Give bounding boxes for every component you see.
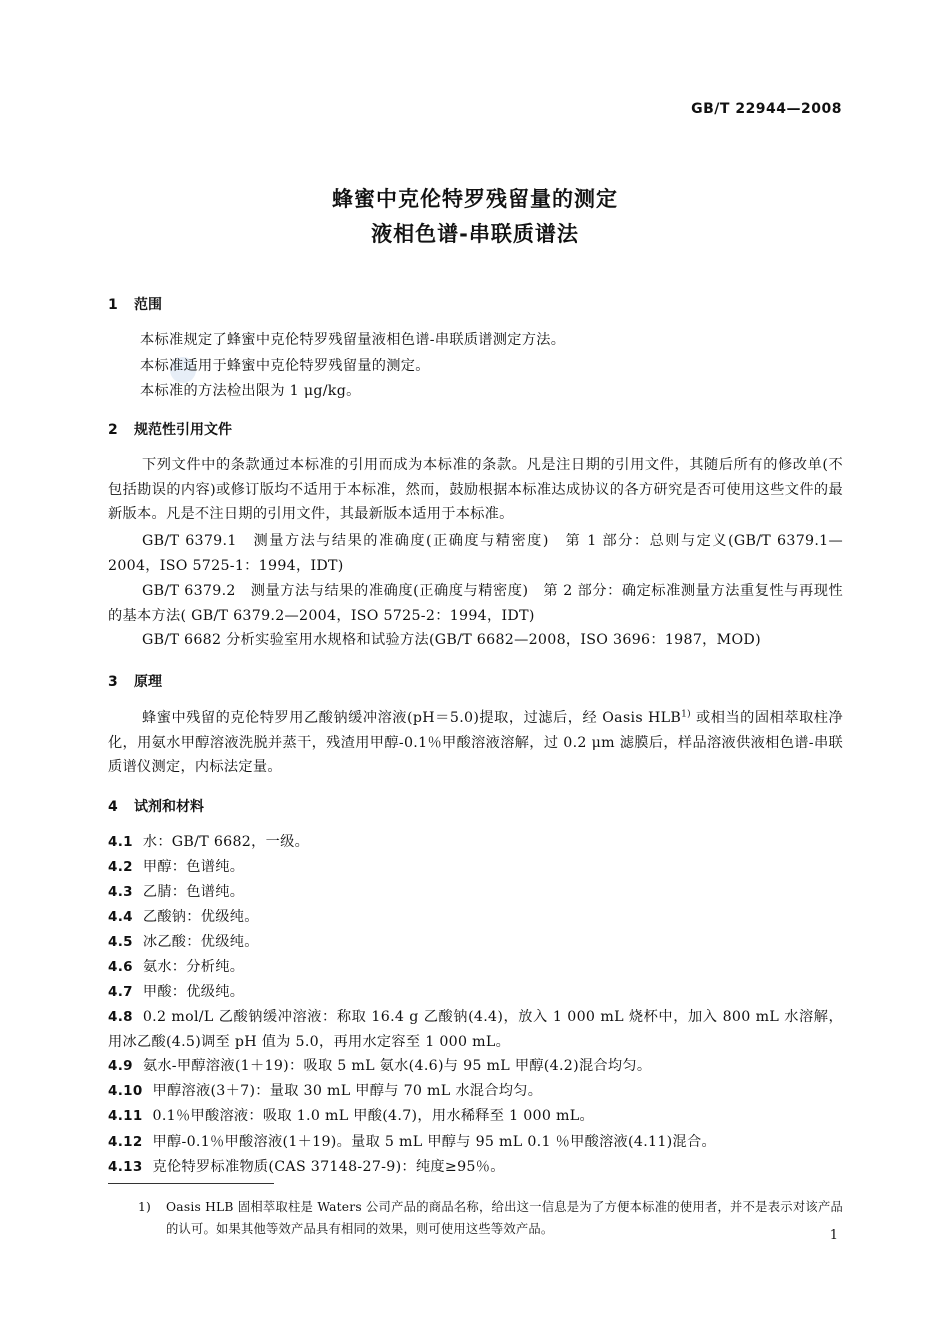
- item-number: 4.13: [108, 1159, 143, 1175]
- list-item: [108, 830, 843, 855]
- principle-text: 蜂蜜中残留的克伦特罗用乙酸钠缓冲溶液(pH＝5.0)提取，过滤后，经 Oasis HLB: [142, 710, 682, 726]
- item-number: 4.7: [108, 984, 133, 1000]
- list-item: [108, 880, 843, 905]
- list-item: [108, 1054, 843, 1079]
- page-number: 1: [829, 1228, 838, 1243]
- paragraph: [108, 706, 843, 780]
- item-number: 4.10: [108, 1083, 143, 1099]
- item-text: 氨水-甲醇溶液(1＋19)：吸取 5 mL 氨水(4.6)与 95 mL 甲醇(4.2)混合均匀。: [142, 1058, 652, 1074]
- section-title: 原理: [134, 674, 162, 690]
- item-text: 0.2 mol/L 乙酸钠缓冲溶液：称取 16.4 g 乙酸钠(4.4)，放入 1 000 mL 烧杯中，加入 800 mL 水溶解，用冰乙酸(4.5)调至 pH 值为 5.0，再用水定容至 1 000 mL。: [108, 1009, 843, 1050]
- list-item: [108, 1104, 843, 1129]
- list-item: [108, 905, 843, 930]
- reference-entry: GB/T 6379.1 测量方法与结果的准确度(正确度与精密度) 第 1 部分：总则与定义(GB/T 6379.1—2004，ISO 5725-1：1994，IDT): [108, 533, 843, 574]
- paragraph: 本标准的方法检出限为 1 μg/kg。: [140, 383, 361, 399]
- principle-text-continued: 或相当的固相萃取柱净化，用氨水甲醇溶液洗脱并蒸干，残渣用甲醇-0.1％甲酸溶液溶解，过 0.2 μm 滤膜后，样品溶液供液相色谱-串联质谱仪测定，内标法定量。: [108, 710, 844, 775]
- list-item: [108, 980, 843, 1005]
- paragraph: 本标准规定了蜂蜜中克伦特罗残留量液相色谱-串联质谱测定方法。: [140, 332, 566, 348]
- document-title-line1: 蜂蜜中克伦特罗残留量的测定: [332, 187, 618, 211]
- section-3-heading: [108, 671, 162, 691]
- item-text: 氨水：分析纯。: [142, 959, 245, 975]
- reference-entry: GB/T 6379.2 测量方法与结果的准确度(正确度与精密度) 第 2 部分：确定标准测量方法重复性与再现性的基本方法( GB/T 6379.2—2004，ISO 5725-2：1994，IDT): [108, 583, 843, 624]
- item-number: 4.11: [108, 1108, 143, 1124]
- footnote-ref: 1): [681, 709, 691, 720]
- paragraph: 下列文件中的条款通过本标准的引用而成为本标准的条款。凡是注日期的引用文件，其随后所有的修改单(不包括勘误的内容)或修订版均不适用于本标准，然而，鼓励根据本标准达成协议的各方研究是否可使用这些文件的最新版本。凡是不注日期的引用文件，其最新版本适用于本标准。: [108, 457, 843, 522]
- list-item: [108, 1130, 843, 1155]
- section-number: 3: [108, 674, 118, 690]
- item-text: 水：GB/T 6682，一级。: [142, 834, 310, 850]
- item-number: 4.3: [108, 884, 133, 900]
- list-item: [108, 930, 843, 955]
- section-2-heading: [108, 419, 232, 439]
- item-text: 甲酸：优级纯。: [142, 984, 245, 1000]
- item-text: 乙腈：色谱纯。: [142, 884, 245, 900]
- item-text: 甲醇-0.1％甲酸溶液(1＋19)。量取 5 mL 甲醇与 95 mL 0.1 ％甲酸溶液(4.11)混合。: [152, 1134, 716, 1150]
- footnote-text: Oasis HLB 固相萃取柱是 Waters 公司产品的商品名称，给出这一信息是为了方便本标准的使用者，并不是表示对该产品的认可。如果其他等效产品具有相同的效果，则可使用这些等效产品。: [166, 1200, 843, 1236]
- item-number: 4.12: [108, 1134, 143, 1150]
- item-text: 甲醇溶液(3＋7)：量取 30 mL 甲醇与 70 mL 水混合均匀。: [152, 1083, 543, 1099]
- section-1-heading: [108, 294, 162, 314]
- list-item: [108, 955, 843, 980]
- section-4-heading: [108, 796, 204, 816]
- item-text: 冰乙酸：优级纯。: [142, 934, 259, 950]
- item-number: 4.9: [108, 1058, 133, 1074]
- item-text: 0.1％甲酸溶液：吸取 1.0 mL 甲酸(4.7)，用水稀释至 1 000 mL。: [152, 1108, 594, 1124]
- section-title: 试剂和材料: [134, 799, 204, 815]
- item-number: 4.5: [108, 934, 133, 950]
- section-number: 1: [108, 297, 118, 313]
- footnote: [108, 1196, 843, 1240]
- item-number: 4.6: [108, 959, 133, 975]
- item-number: 4.1: [108, 834, 133, 850]
- list-item: [108, 1155, 843, 1180]
- standard-number: GB/T 22944—2008: [691, 101, 842, 117]
- document-title-line2: 液相色谱-串联质谱法: [371, 222, 579, 246]
- footnote-divider: [108, 1183, 274, 1184]
- item-text: 克伦特罗标准物质(CAS 37148-27-9)：纯度≥95％。: [152, 1159, 505, 1175]
- item-text: 乙酸钠：优级纯。: [142, 909, 259, 925]
- reference-entry: GB/T 6682 分析实验室用水规格和试验方法(GB/T 6682—2008，ISO 3696：1987，MOD): [142, 632, 761, 648]
- item-number: 4.2: [108, 859, 133, 875]
- paragraph: 本标准适用于蜂蜜中克伦特罗残留量的测定。: [140, 358, 430, 374]
- item-number: 4.4: [108, 909, 133, 925]
- list-item: [108, 1005, 843, 1054]
- footnote-number: 1): [138, 1200, 152, 1214]
- section-title: 规范性引用文件: [134, 422, 232, 438]
- list-item: [108, 855, 843, 880]
- list-item: [108, 1079, 843, 1104]
- item-number: 4.8: [108, 1009, 133, 1025]
- section-title: 范围: [134, 297, 162, 313]
- section-number: 4: [108, 799, 118, 815]
- section-number: 2: [108, 422, 118, 438]
- item-text: 甲醇：色谱纯。: [142, 859, 245, 875]
